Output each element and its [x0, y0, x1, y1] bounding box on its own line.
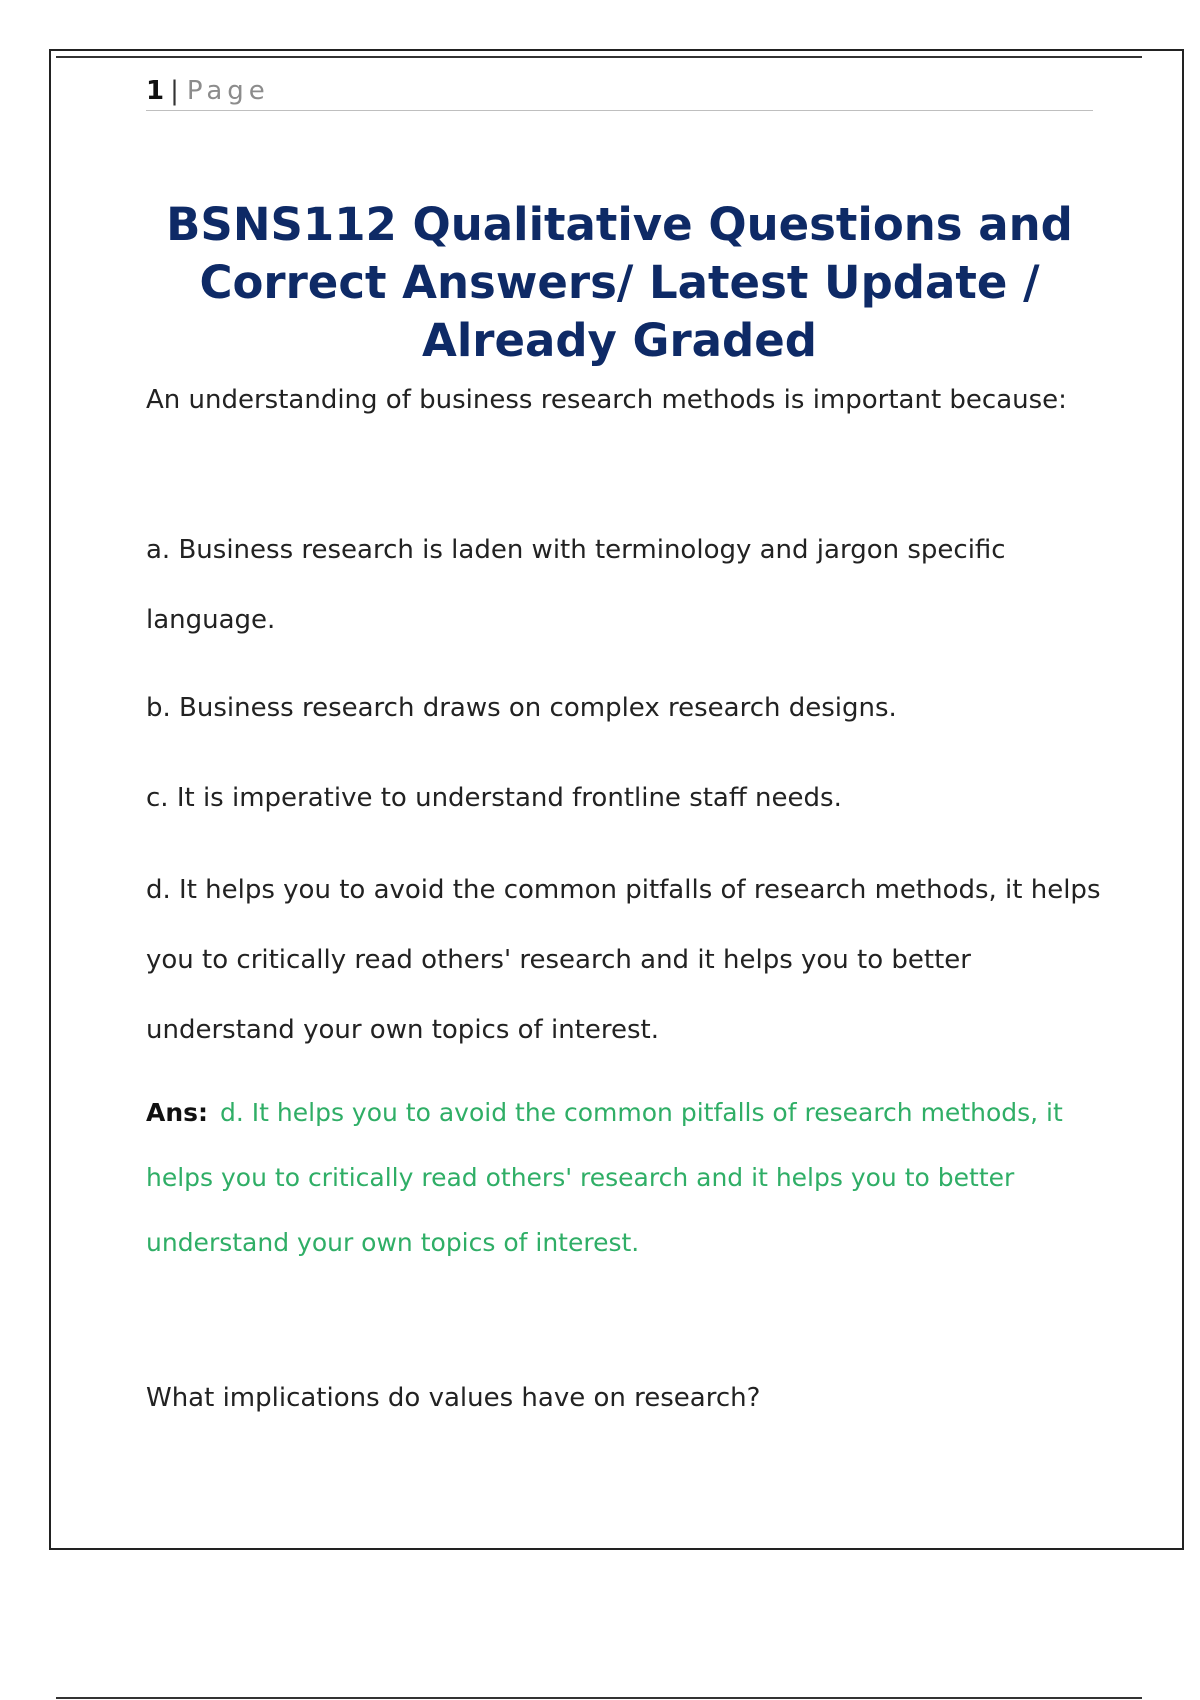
document-title: BSNS112 Qualitative Questions and Correct Answers/ Latest Update / Already Graded — [166, 198, 1073, 367]
question-1-option-d: d. It helps you to avoid the common pitfalls of research methods, it helps you to critically read others' research and it helps you to better understand your own topics of interest. — [146, 875, 1101, 1045]
question-1-option-c: c. It is imperative to understand frontline staff needs. — [146, 783, 842, 813]
page-label: Page — [186, 76, 270, 106]
page-number-separator: | — [170, 76, 179, 106]
question-1-option-b: b. Business research draws on complex research designs. — [146, 693, 897, 723]
question-1-prompt: An understanding of business research methods is important because: — [146, 385, 1067, 415]
page-header — [146, 74, 1093, 111]
bottom-rule — [56, 1697, 1142, 1699]
question-1-answer — [146, 1080, 1076, 1275]
answer-text: d. It helps you to avoid the common pitfalls of research methods, it helps you to critically read others' research and it helps you to better understand your own topics of interest. — [146, 1098, 1063, 1257]
top-rule — [56, 56, 1142, 58]
answer-label: Ans: — [146, 1098, 209, 1127]
question-1-option-a: a. Business research is laden with terminology and jargon specific language. — [146, 535, 1006, 635]
page-number: 1 — [146, 76, 165, 106]
question-2-prompt: What implications do values have on research? — [146, 1383, 761, 1413]
